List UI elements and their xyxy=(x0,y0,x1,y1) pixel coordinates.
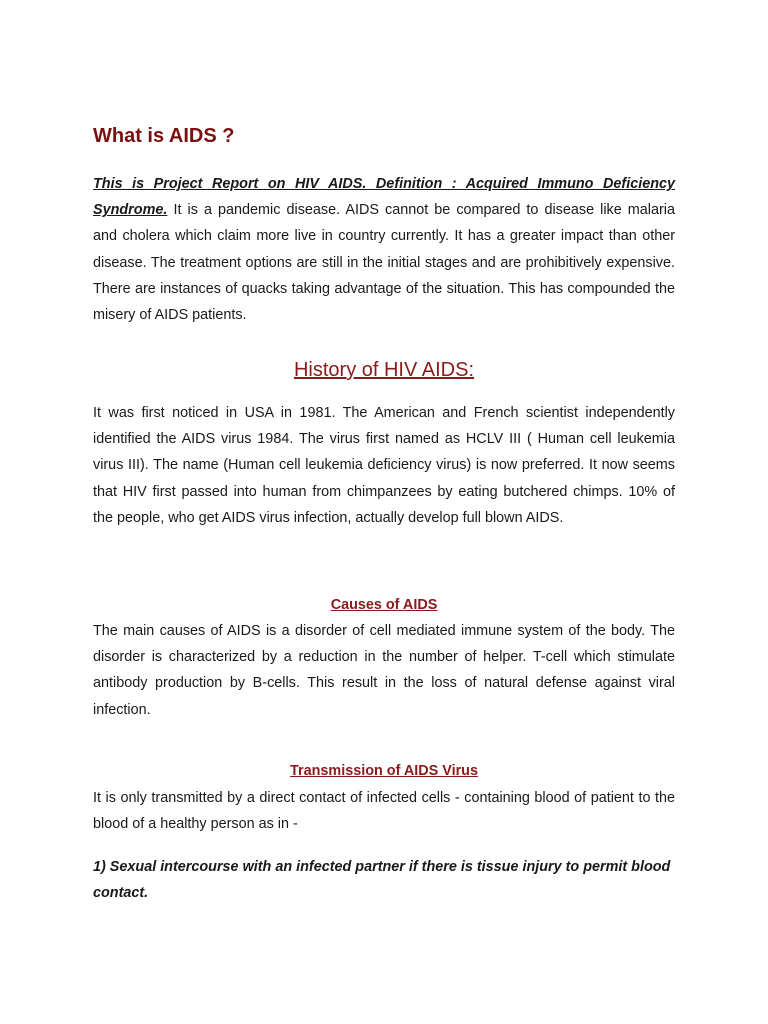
causes-heading: Causes of AIDS xyxy=(330,597,438,613)
page-title: What is AIDS ? xyxy=(93,125,235,147)
intro-paragraph xyxy=(93,171,675,328)
causes-paragraph: The main causes of AIDS is a disorder of cell mediated immune system of the body. The disorder is characterized by a reduction in the number of helper. T-cell which stimulate antibody production by B-cells. This result in the loss of natural defense against viral infection. xyxy=(93,623,675,718)
transmission-point-1: 1) Sexual intercourse with an infected partner if there is tissue injury to permit blood contact. xyxy=(93,859,671,902)
transmission-paragraph: It is only transmitted by a direct contact of infected cells - containing blood of patient to the blood of a healthy person as in - xyxy=(93,790,675,833)
history-paragraph: It was first noticed in USA in 1981. The American and French scientist independently identified the AIDS virus 1984. The virus first named as HCLV III ( Human cell leukemia virus III). The name (Human cell leukemia deficiency virus) is now preferred. It now seems that HIV first passed into human from chimpanzees by eating butchered chimps. 10% of the people, who get AIDS virus infection, actually develop full blown AIDS. xyxy=(93,405,675,526)
history-heading: History of HIV AIDS: xyxy=(293,359,475,381)
transmission-heading: Transmission of AIDS Virus xyxy=(290,763,478,779)
intro-lead: This is Project Report on HIV AIDS. Definition : Acquired Immuno Deficiency Syndrome. xyxy=(93,176,675,219)
intro-body: It is a pandemic disease. AIDS cannot be compared to disease like malaria and cholera which claim more live in country currently. It has a greater impact than other disease. The treatment options are still in the initial stages and are prohibitively expensive. There are instances of quacks taking advantage of the situation. This has compounded the misery of AIDS patients. xyxy=(93,202,675,324)
